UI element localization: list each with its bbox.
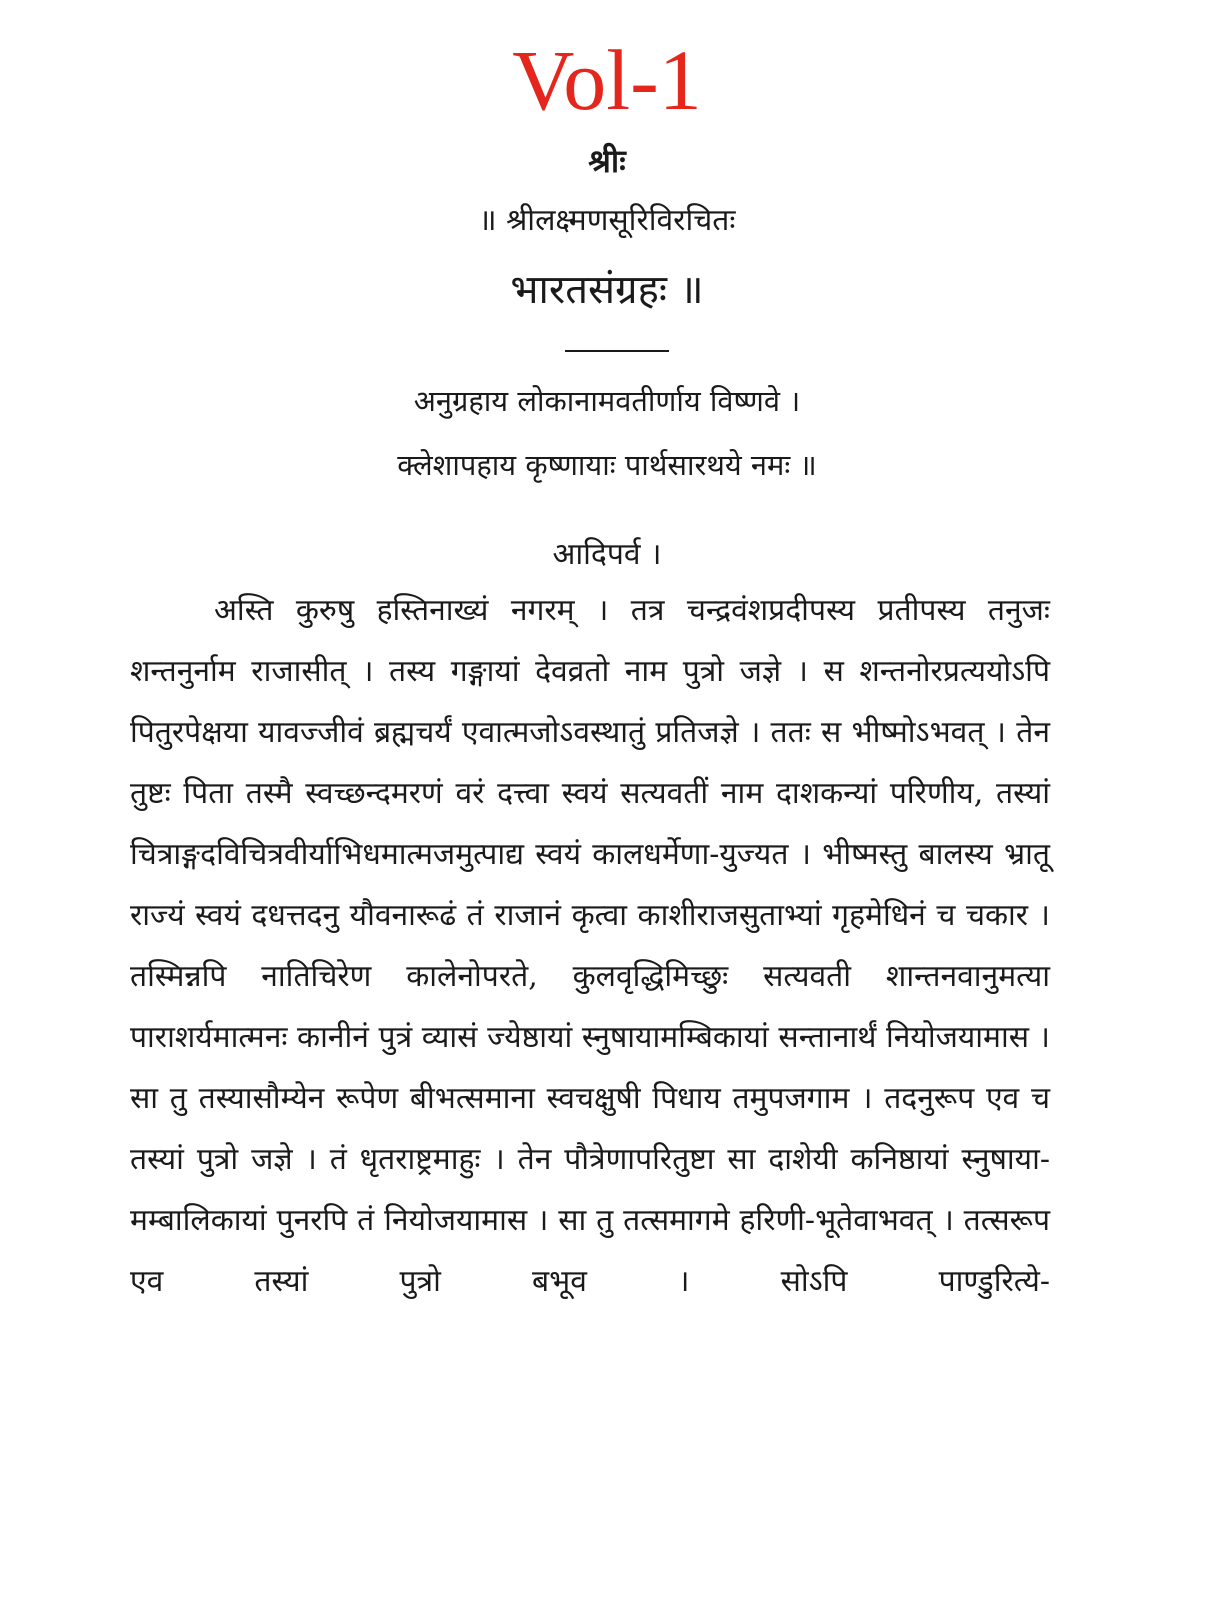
- author-colophon: ॥ श्रीलक्ष्मणसूरिविरचितः: [478, 203, 736, 238]
- body-paragraph: अस्ति कुरुषु हस्तिनाख्यं नगरम् । तत्र चन्द्रवंशप्रदीपस्य प्रतीपस्य तनुजः शन्तनुर्नाम राजासीत् । तस्य गङ्गायां देवव्रतो नाम पुत्रो जज्ञे । स शन्तनोरप्रत्ययोऽपि पितुरपेक्षया यावज्जीवं ब्रह्मचर्यं एवात्मजोऽवस्थातुं प्रतिजज्ञे । ततः स भीष्मोऽभवत् । तेन तुष्टः पिता तस्मै स्वच्छन्दमरणं वरं दत्त्वा स्वयं सत्यवतीं नाम दाशकन्यां परिणीय, तस्यां चित्राङ्गदविचित्रवीर्याभिधमात्मजमुत्पाद्य स्वयं कालधर्मेणा-युज्यत । भीष्मस्तु बालस्य भ्रातू राज्यं स्वयं दधत्तदनु यौवनारूढं तं राजानं कृत्वा काशीराजसुताभ्यां गृहमेधिनं च चकार । तस्मिन्नपि नातिचिरेण कालेनोपरते, कुलवृद्धिमिच्छुः सत्यवती शान्तनवानुमत्या पाराशर्यमात्मनः कानीनं पुत्रं व्यासं ज्येष्ठायां स्नुषायामम्बिकायां सन्तानार्थं नियोजयामास । सा तु तस्यासौम्येन रूपेण बीभत्समाना स्वचक्षुषी पिधाय तमुपजगाम । तदनुरूप एव च तस्यां पुत्रो जज्ञे । तं धृतराष्ट्रमाहुः । तेन पौत्रेणापरितुष्टा सा दाशेयी कनिष्ठायां स्नुषाया-मम्बालिकायां पुनरपि तं नियोजयामास । सा तु तत्समागमे हरिणी-भूतेवाभवत् । तत्सरूप एव तस्यां पुत्रो बभूव । सोऽपि पाण्डुरित्ये-: [130, 593, 1050, 1299]
- work-title: भारतसंग्रहः ॥: [510, 267, 704, 313]
- verse-line-2: क्लेशापहाय कृष्णायाः पार्थसारथये नमः ॥: [397, 448, 817, 482]
- invocation: श्रीः: [588, 142, 626, 180]
- volume-label: Vol-1: [512, 32, 702, 128]
- verse-line-1: अनुग्रहाय लोकानामवतीर्णाय विष्णवे ।: [413, 384, 801, 418]
- section-heading: आदिपर्व ।: [552, 537, 662, 572]
- title-divider: [565, 350, 669, 352]
